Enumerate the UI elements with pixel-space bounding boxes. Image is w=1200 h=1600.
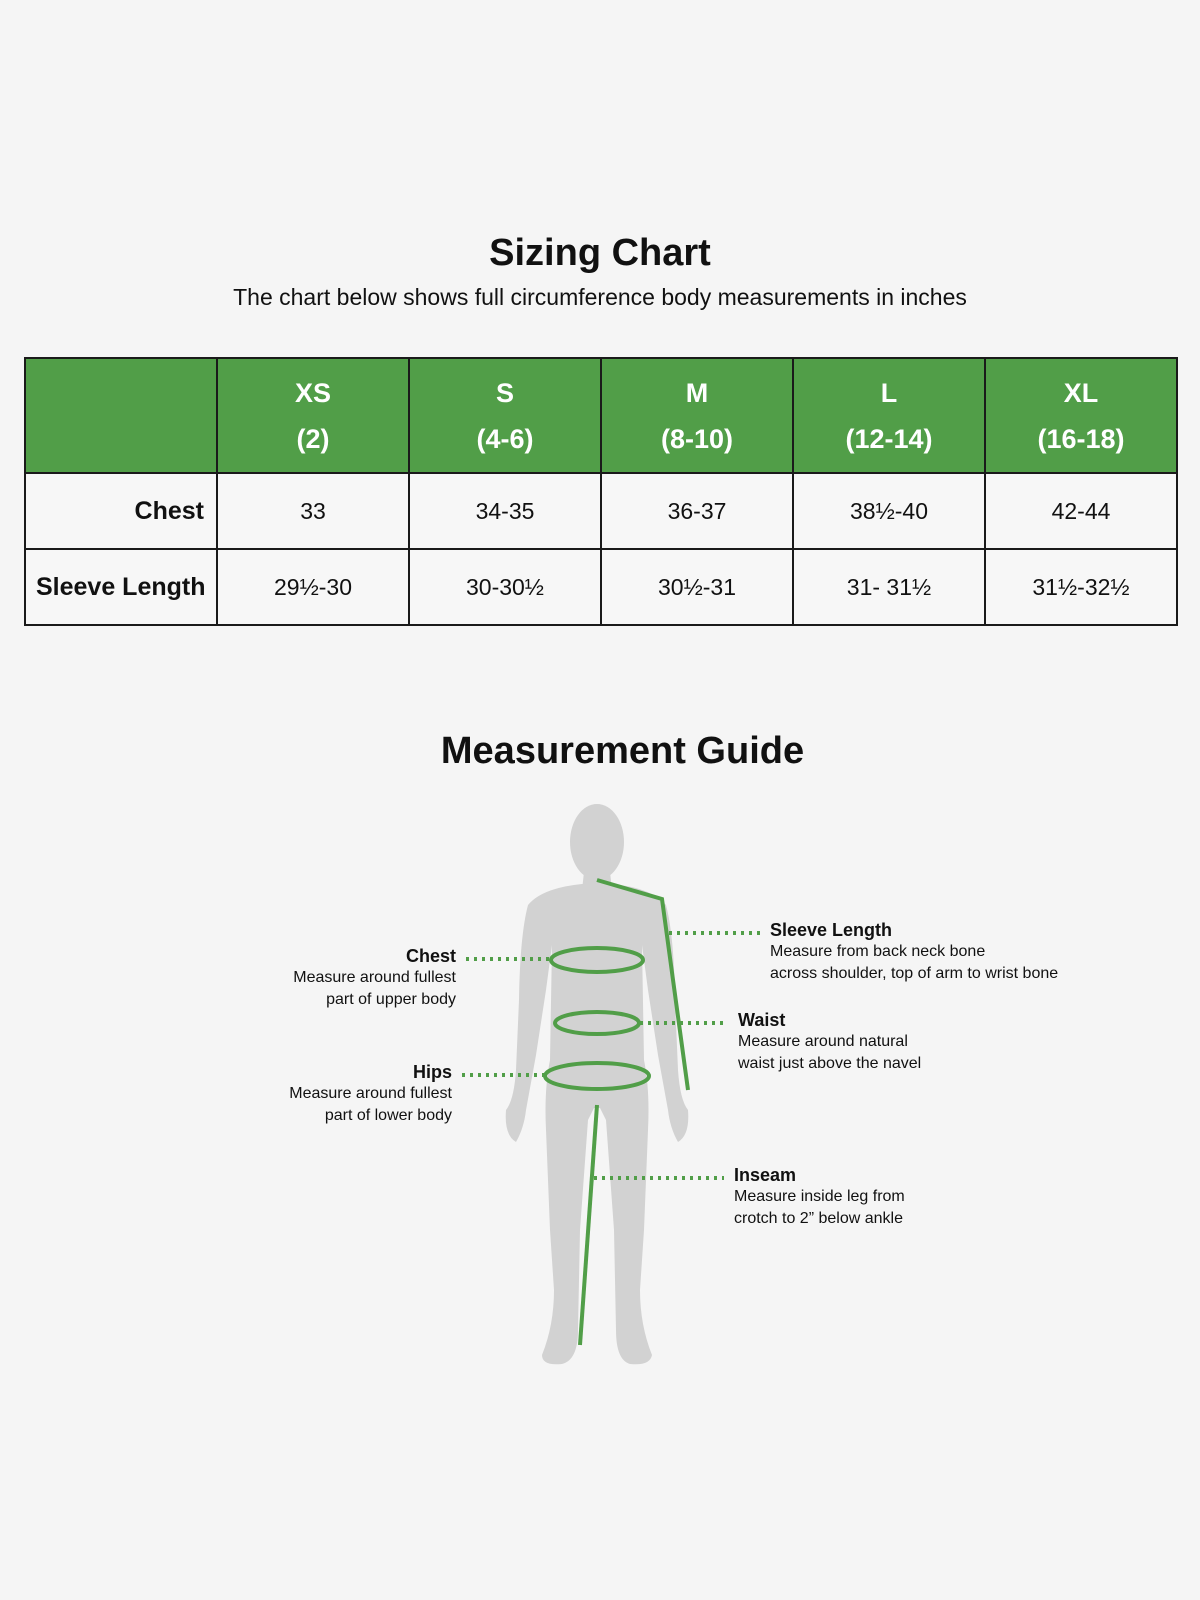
size-header-l: L (12-14) <box>793 358 985 473</box>
sleeve-length-callout <box>770 919 1190 985</box>
body-silhouette <box>506 804 689 1364</box>
table-cell: 38½-40 <box>793 473 985 549</box>
table-cell: 29½-30 <box>217 549 409 625</box>
waist-callout-text: waist just above the navel <box>738 1055 922 1072</box>
inseam-callout-text: Measure inside leg from <box>734 1188 905 1205</box>
chest-callout-text: Measure around fullest <box>293 969 456 986</box>
inseam-callout-text: crotch to 2” below ankle <box>734 1210 903 1227</box>
table-cell: 33 <box>217 473 409 549</box>
sleeve-callout-text: Measure from back neck bone <box>770 943 986 960</box>
row-label-chest: Chest <box>25 473 217 549</box>
hips-callout-text: Measure around fullest <box>289 1085 452 1102</box>
size-header-s: S (4-6) <box>409 358 601 473</box>
hips-callout-title: Hips <box>412 1062 452 1082</box>
inseam-callout-title: Inseam <box>734 1165 797 1185</box>
size-header-m: M (8-10) <box>601 358 793 473</box>
row-label-sleeve-length: Sleeve Length <box>25 549 217 625</box>
hips-callout-text: part of lower body <box>324 1107 452 1124</box>
table-cell: 34-35 <box>409 473 601 549</box>
sleeve-callout-text: across shoulder, top of arm to wrist bone <box>770 965 1059 982</box>
waist-callout-text: Measure around natural <box>738 1033 908 1050</box>
waist-callout <box>738 1009 1038 1075</box>
hips-callout <box>252 1061 452 1127</box>
chest-callout <box>256 945 456 1011</box>
size-header-xl: XL (16-18) <box>985 358 1177 473</box>
chest-callout-title: Chest <box>405 946 456 966</box>
table-cell: 30-30½ <box>409 549 601 625</box>
waist-callout-title: Waist <box>738 1010 786 1030</box>
measurement-guide-title: Measurement Guide <box>440 730 805 772</box>
table-cell: 31½-32½ <box>985 549 1177 625</box>
chest-callout-text: part of upper body <box>326 991 456 1008</box>
sleeve-callout-title: Sleeve Length <box>770 920 893 940</box>
inseam-callout <box>734 1164 1034 1230</box>
figure-head <box>570 804 624 880</box>
sizing-chart-subtitle: The chart below shows full circumference body measurements in inches <box>233 284 967 310</box>
table-cell: 30½-31 <box>601 549 793 625</box>
table-cell: 36-37 <box>601 473 793 549</box>
table-cell: 42-44 <box>985 473 1177 549</box>
size-header-xs: XS (2) <box>217 358 409 473</box>
sizing-chart-title: Sizing Chart <box>489 232 711 274</box>
table-cell: 31- 31½ <box>793 549 985 625</box>
